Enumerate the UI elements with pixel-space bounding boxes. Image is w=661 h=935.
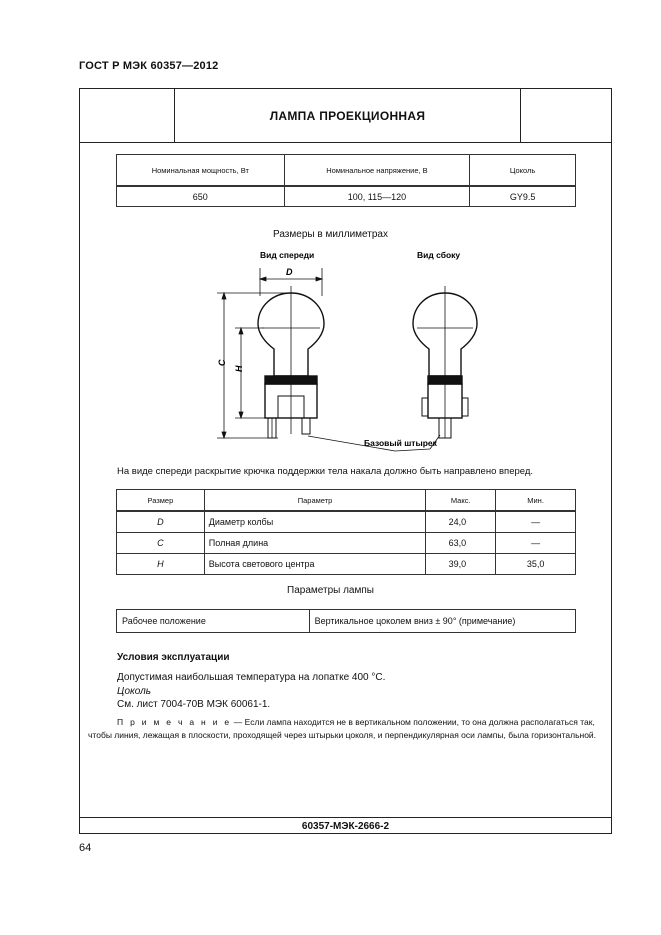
row-d-sym: D	[117, 511, 205, 533]
conditions-temperature: Допустимая наибольшая температура на лопатке 400 °С.	[117, 672, 386, 683]
title-block	[80, 89, 611, 143]
document-title: ЛАМПА ПРОЕКЦИОННАЯ	[269, 108, 426, 123]
row-d-min: —	[496, 511, 576, 533]
conditions-base-label: Цоколь	[117, 686, 152, 697]
dim-col-min: Мин.	[496, 490, 576, 512]
rating-col-base: Цоколь	[470, 155, 576, 187]
lamp-params-title: Параметры лампы	[287, 585, 374, 596]
rating-base-value: GY9.5	[470, 186, 576, 207]
dim-c	[217, 293, 288, 438]
row-c-param: Полная длина	[204, 533, 425, 554]
row-d-max: 24,0	[426, 511, 496, 533]
row-c-sym: C	[117, 533, 205, 554]
note-text: — Если лампа находится не в вертикальном положении, то она должна располагаться так, чтобы линия, лежащая в плоскости, проходящей через штырьки цоколя, и перпендикулярная оси лампы, была горизонтальной.	[88, 717, 597, 740]
dimensions-table	[116, 489, 576, 575]
footer-divider	[79, 817, 612, 818]
front-view-label: Вид спереди	[260, 250, 315, 260]
conditions-base-ref: См. лист 7004-70В МЭК 60061-1.	[117, 699, 271, 710]
sheet-code: 60357-МЭК-2666-2	[301, 821, 390, 832]
lamp-params-table	[116, 609, 576, 633]
row-h-min: 35,0	[496, 554, 576, 575]
front-view-note: На виде спереди раскрытие крючка поддержки тела накала должно быть направлено вперед.	[117, 466, 534, 477]
dim-col-max: Макс.	[426, 490, 496, 512]
row-h-sym: H	[117, 554, 205, 575]
conditions-title: Условия эксплуатации	[117, 652, 230, 663]
rating-col-voltage: Номинальное напряжение, В	[284, 155, 470, 187]
standard-header: ГОСТ Р МЭК 60357—2012	[79, 60, 219, 72]
units-caption: Размеры в миллиметрах	[273, 229, 388, 240]
operating-position-label: Рабочее положение	[117, 610, 310, 633]
rating-table	[116, 154, 576, 207]
row-h-max: 39,0	[426, 554, 496, 575]
note-paragraph	[88, 716, 608, 742]
operating-position-value: Вертикальное цоколем вниз ± 90° (примечание)	[309, 610, 575, 633]
title-divider-right	[520, 89, 521, 142]
side-view-lamp	[413, 286, 477, 438]
dim-col-size: Размер	[117, 490, 205, 512]
side-view-label: Вид сбоку	[417, 250, 461, 260]
front-view-lamp	[258, 286, 324, 438]
rating-col-power: Номинальная мощность, Вт	[117, 155, 285, 187]
dim-h	[235, 328, 266, 418]
page-number: 64	[79, 842, 92, 854]
table-row	[117, 554, 576, 575]
dim-col-param: Параметр	[204, 490, 425, 512]
row-c-min: —	[496, 533, 576, 554]
row-d-param: Диаметр колбы	[204, 511, 425, 533]
row-h-param: Высота светового центра	[204, 554, 425, 575]
pin-label: Базовый штырек	[364, 438, 437, 448]
table-row	[117, 511, 576, 533]
row-c-max: 63,0	[426, 533, 496, 554]
rating-power-value: 650	[117, 186, 285, 207]
lamp-drawing	[200, 246, 510, 458]
dim-d-label: D	[286, 267, 293, 277]
note-prefix: П р и м е ч а н и е	[117, 717, 232, 727]
rating-voltage-value: 100, 115—120	[284, 186, 470, 207]
table-row	[117, 533, 576, 554]
dim-c-label: C	[217, 359, 227, 366]
dim-h-label: H	[234, 365, 244, 372]
